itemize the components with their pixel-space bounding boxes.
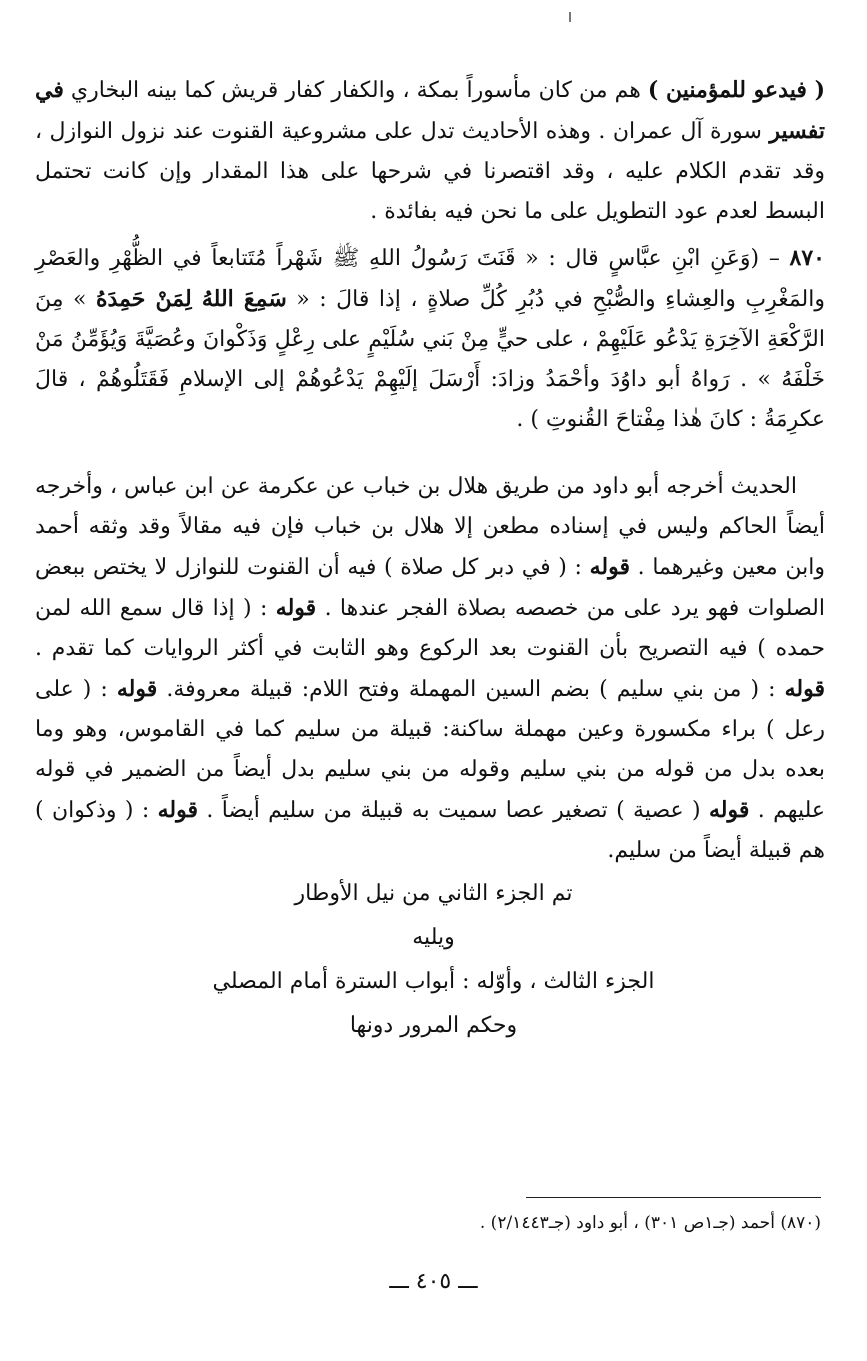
bold-quote: سَمِعَ اللهُ لِمَنْ حَمِدَهُ: [95, 286, 287, 312]
qawluhu-keyword: قوله: [589, 554, 631, 580]
bold-phrase: في تفسير: [35, 77, 825, 144]
text-run: – (وَعَنِ ابْنِ عبَّاسٍ قال : « قَنَتَ رَسُولُ اللهِ ﷺ شَهْراً مُتَتابعاً في الظُّهْرِ والعَصْرِ والمَغْرِبِ والعِشاءِ والصُّبْحِ في دُبُرِ كُلِّ صلاةٍ ، إذا قالَ : «: [35, 246, 825, 312]
text-run: : ( إذا قال سمع الله لمن حمده ) فيه التصريح بأن القنوت بعد الركوع وهو الثابت في أكثر الروايات كما تقدم .: [35, 596, 825, 661]
text-run: : ( من بني سليم ) بضم السين المهملة وفتح اللام: قبيلة معروفة.: [157, 677, 785, 702]
hadith-number: ٨٧٠: [789, 245, 825, 271]
scan-mark: [569, 12, 571, 22]
commentary-paragraph-intro: [35, 70, 825, 232]
text-run: سورة آل عمران . وهذه الأحاديث تدل على مشروعية القنوت عند نزول النوازل ، وقد تقدم الكلام عليه ، وقد اقتصرنا في شرحها على هذا المقدار وإن كانت تحتمل البسط لعدم عود التطويل على ما نحن فيه بفائدة .: [35, 119, 825, 224]
closing-line-2: ويليه: [412, 925, 455, 950]
qawluhu-keyword: قوله: [784, 676, 825, 702]
text-run: : ( وذكوان ) هم قبيلة أيضاً من سليم.: [35, 798, 825, 863]
volume-closing-note: [0, 872, 867, 1048]
text-run: » مِنَ الرَّكْعَةِ الآخِرَةِ يَدْعُو عَلَيْهِمْ ، على حيٍّ مِنْ بَني سُلَيْمٍ على رِعْلٍ وَذَكْوانَ وعُصَيَّةَ وَيُؤَمِّنُ مَنْ خَلْفَهُ » . رَواهُ أبو داوُدَ وأحْمَدُ وزادَ: أَرْسَلَ إلَيْهِمْ يَدْعُوهُمْ إلى الإسلامِ فَقَتَلُوهُمْ ، قالَ عكرِمَةُ : كانَ هٰذا مِفْتاحَ القُنوتِ ) .: [35, 287, 826, 432]
page-number: ـــ ٤٠٥ ـــ: [389, 1269, 478, 1294]
bold-phrase: ( فيدعو للمؤمنين ): [647, 77, 825, 103]
footnote: (٨٧٠) أحمد (جـ١ص ٣٠١) ، أبو داود (جـ٢/١٤٤٣) .: [479, 1213, 821, 1233]
qawluhu-keyword: قوله: [709, 797, 750, 823]
footnote-divider: [526, 1197, 821, 1198]
text-run: : ( في دبر كل صلاة ) فيه أن القنوت للنوازل لا يختص ببعض الصلوات فهو يرد على من خصصه بصلاة الفجر عندها .: [35, 555, 825, 621]
hadith-paragraph: [35, 238, 825, 440]
text-run: الحديث أخرجه أبو داود من طريق هلال بن خباب عن عكرمة عن ابن عباس ، وأخرجه أيضاً الحاكم وليس في إسناده مطعن إلا هلال بن خباب فإن فيه مقالاً وقد وثقه أحمد وابن معين وغيرهما .: [35, 474, 825, 580]
qawluhu-keyword: قوله: [275, 595, 317, 621]
closing-line-1: تم الجزء الثاني من نيل الأوطار: [294, 881, 573, 906]
commentary-paragraph: [35, 467, 825, 871]
text-run: : ( على رعل ) براء مكسورة وعين مهملة ساكنة: قبيلة من سليم كما في القاموس، وهو وما بعده بدل من قوله من بني سليم وقوله من بني سليم بدل أيضاً من الضمير في قوله عليهم .: [35, 677, 825, 823]
closing-line-3: الجزء الثالث ، وأوّله : أبواب السترة أمام المصلي: [212, 969, 655, 994]
paragraph-text: [35, 70, 825, 232]
hadith-text: [35, 238, 825, 440]
text-run: هم من كان مأسوراً بمكة ، والكفار كفار قريش كما بينه البخاري: [63, 78, 648, 103]
closing-line-4: وحكم المرور دونها: [349, 1013, 518, 1038]
qawluhu-keyword: قوله: [116, 676, 158, 702]
text-run: ( عصية ) تصغير عصا سميت به قبيلة من سليم أيضاً .: [198, 798, 710, 823]
paragraph-text: [35, 467, 825, 871]
qawluhu-keyword: قوله: [157, 797, 199, 823]
